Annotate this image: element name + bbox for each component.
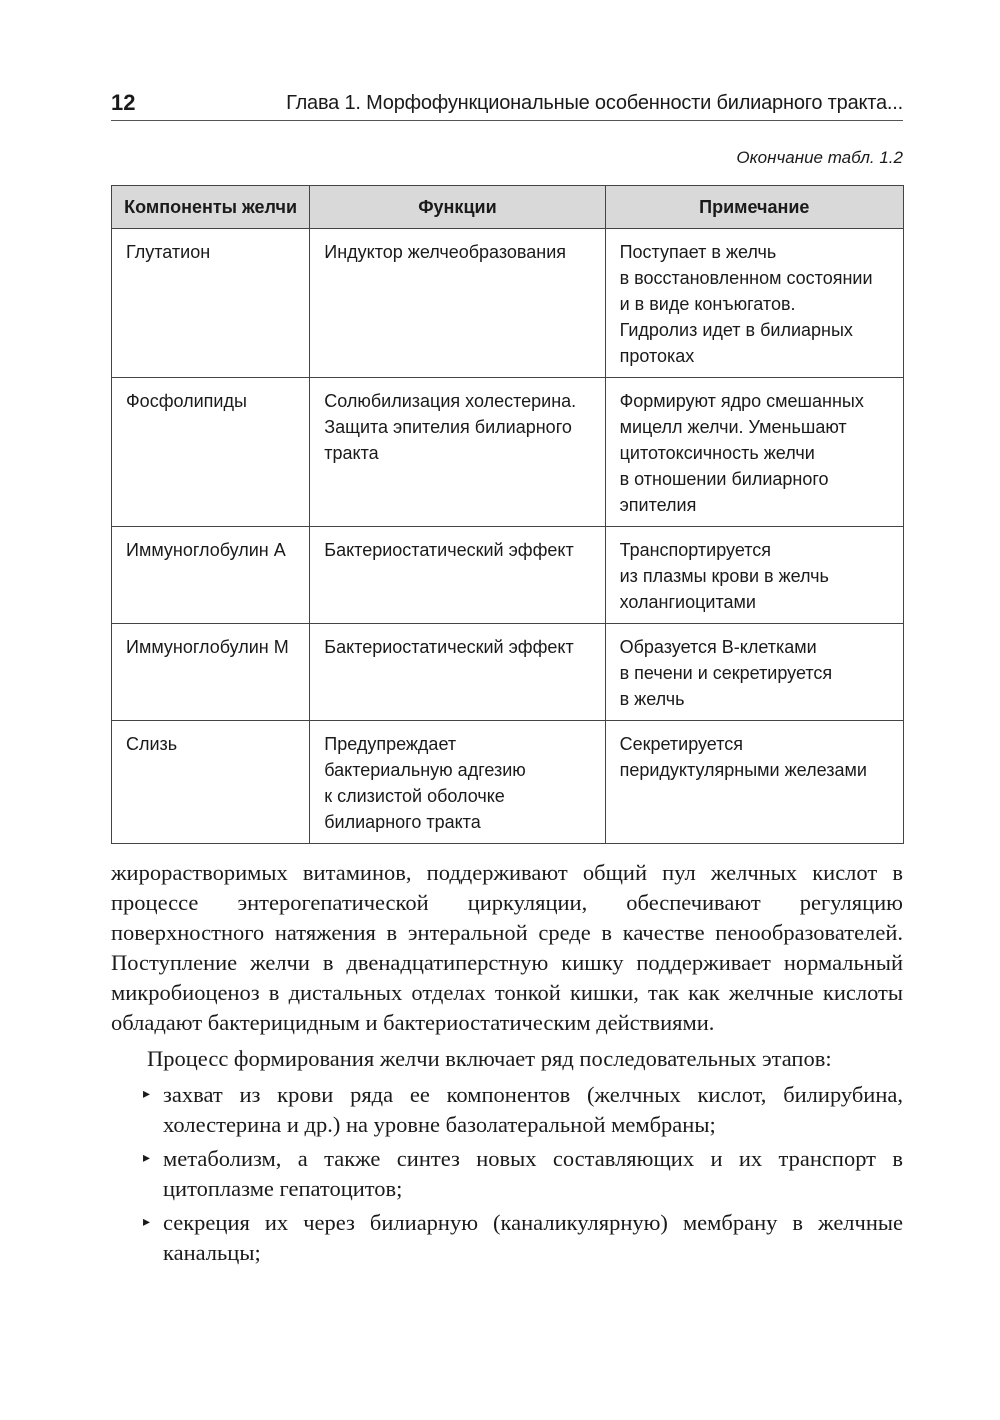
- table-row: [112, 721, 904, 844]
- bile-formation-steps-list: [111, 1080, 903, 1268]
- list-item: [111, 1144, 903, 1204]
- cell-note: Транспортируется из плазмы крови в желчь холангиоцитами: [605, 527, 903, 624]
- cell-function: Бактериостатический эффект: [310, 624, 605, 721]
- triangle-bullet-icon: ▸: [143, 1087, 151, 1102]
- column-header-functions: Функции: [310, 186, 605, 229]
- page-number: 12: [111, 90, 136, 115]
- body-text: [111, 858, 903, 1272]
- cell-function: Предупреждает бактериальную адгезию к слизистой оболочке билиарного тракта: [310, 721, 605, 844]
- cell-component: Иммуноглобулин М: [112, 624, 310, 721]
- running-title: Глава 1. Морфофункциональные особенности билиарного тракта...: [286, 92, 903, 114]
- cell-component: Фосфолипиды: [112, 378, 310, 527]
- list-item-text: секреция их через билиарную (каналикулярную) мембрану в желчные канальцы;: [163, 1210, 903, 1265]
- cell-function: Индуктор желчеобразования: [310, 229, 605, 378]
- paragraph-bile-formation: Процесс формирования желчи включает ряд последовательных этапов:: [147, 1046, 832, 1071]
- list-item: [111, 1080, 903, 1140]
- paragraph-continuation: жирорастворимых витаминов, поддерживают общий пул желчных кислот в процессе энтерогепатической циркуляции, обеспечивают регуляцию поверхностного натяжения в энтеральной среде в качестве пенообразователей. Поступление желчи в двенадцатиперстную кишку поддерживает нормальный микробиоценоз в дистальных отделах тонкой кишки, так как желчные кислоты обладают бактерицидным и бактериостатическим действиями.: [111, 860, 903, 1035]
- table-row: [112, 378, 904, 527]
- column-header-notes: Примечание: [605, 186, 903, 229]
- cell-component: Глутатион: [112, 229, 310, 378]
- cell-note: Образуется В-клетками в печени и секретируется в желчь: [605, 624, 903, 721]
- bile-components-table: [111, 185, 904, 844]
- cell-note: Формируют ядро смешанных мицелл желчи. Уменьшают цитотоксичность желчи в отношении билиарного эпителия: [605, 378, 903, 527]
- cell-component: Слизь: [112, 721, 310, 844]
- cell-note: Секретируется перидуктулярными железами: [605, 721, 903, 844]
- page-header: [111, 86, 903, 121]
- table-caption: Окончание табл. 1.2: [736, 148, 903, 167]
- cell-function: Бактериостатический эффект: [310, 527, 605, 624]
- cell-note: Поступает в желчь в восстановленном состоянии и в виде конъюгатов. Гидролиз идет в билиарных протоках: [605, 229, 903, 378]
- cell-function: Солюбилизация холестерина. Защита эпителия билиарного тракта: [310, 378, 605, 527]
- list-item-text: метаболизм, а также синтез новых составляющих и их транспорт в цитоплазме гепатоцитов;: [163, 1146, 903, 1201]
- table-row: [112, 229, 904, 378]
- triangle-bullet-icon: ▸: [143, 1215, 151, 1230]
- triangle-bullet-icon: ▸: [143, 1151, 151, 1166]
- column-header-components: Компоненты желчи: [112, 186, 310, 229]
- table-row: [112, 527, 904, 624]
- cell-component: Иммуноглобулин А: [112, 527, 310, 624]
- table-row: [112, 624, 904, 721]
- table-header-row: [112, 186, 904, 229]
- list-item: [111, 1208, 903, 1268]
- list-item-text: захват из крови ряда ее компонентов (желчных кислот, билирубина, холестерина и др.) на уровне базолатеральной мембраны;: [163, 1082, 903, 1137]
